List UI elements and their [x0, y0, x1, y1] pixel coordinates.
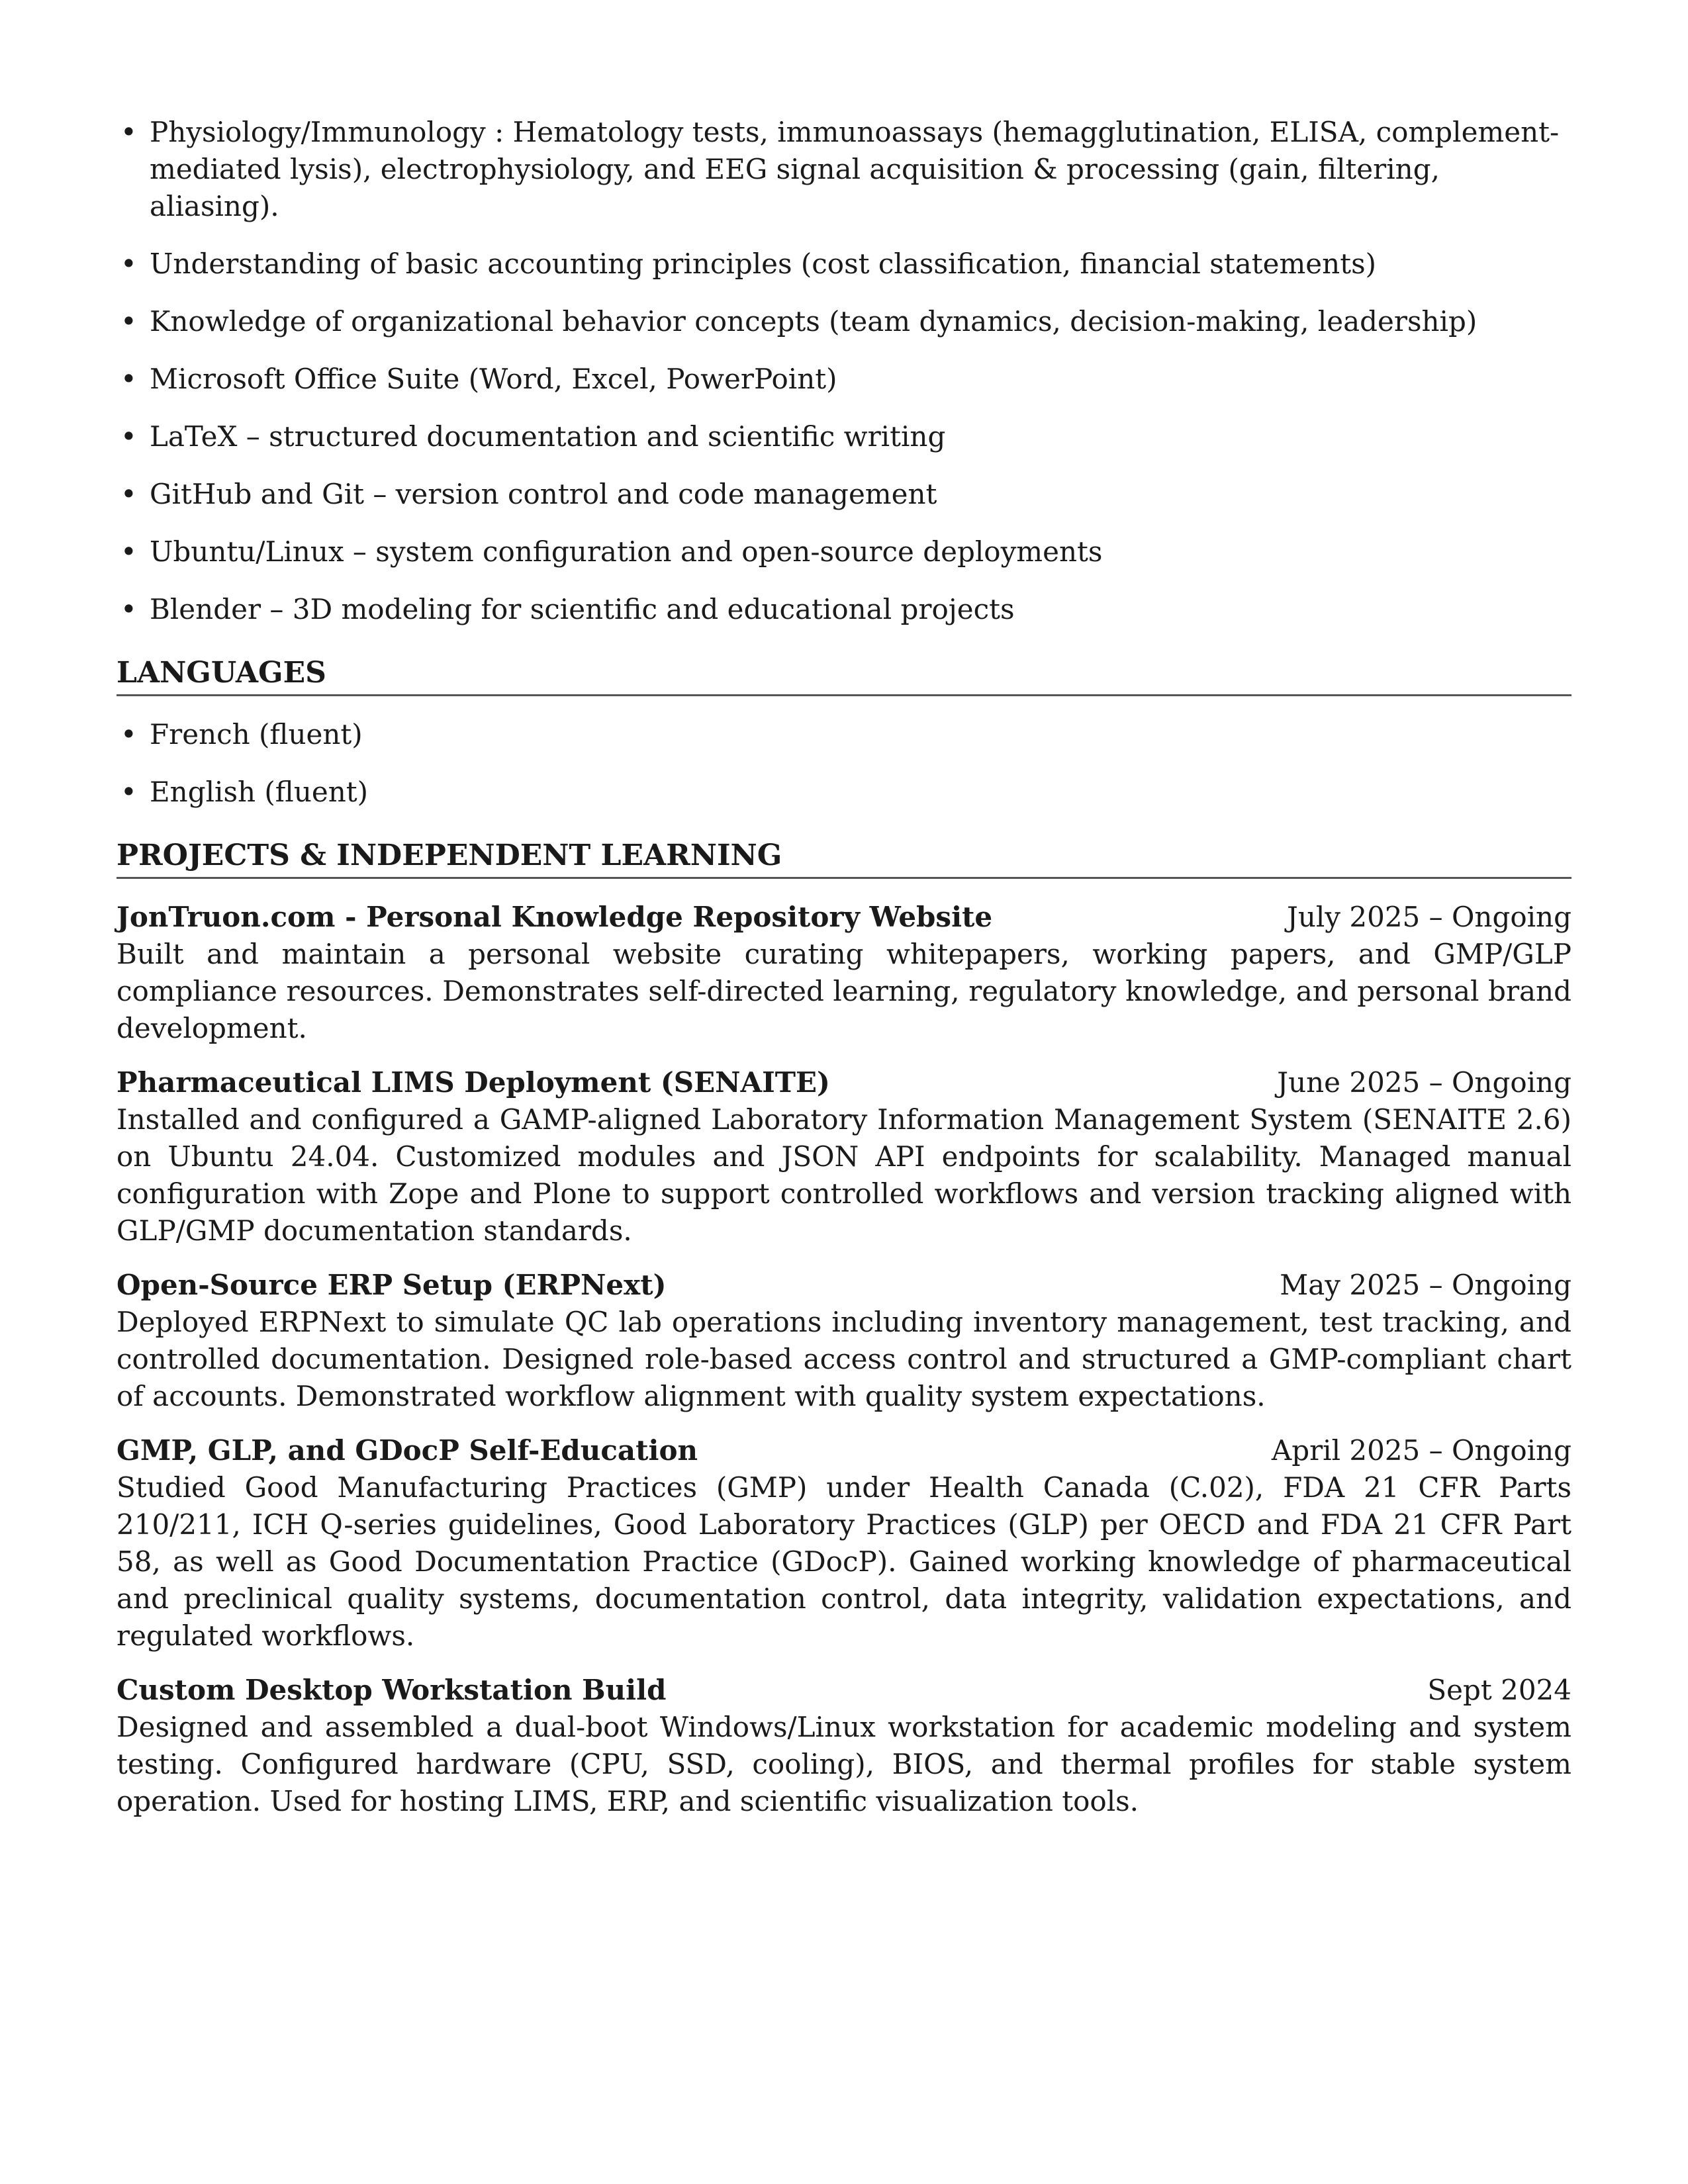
skills-item-text: Physiology/Immunology : Hematology tests, immunoassays (hemagglutination, ELISA, complement-mediated lysis), electrophysiology, and EEG signal acquisition & processing (gain, filtering, aliasing).: [150, 116, 1560, 222]
project-entry: [117, 1064, 1571, 1250]
project-name: Open-Source ERP Setup (ERPNext): [117, 1269, 667, 1301]
bullet-icon: •: [120, 593, 137, 625]
resume-page: [117, 114, 1571, 1837]
project-description: Deployed ERPNext to simulate QC lab operations including inventory management, test tracking, and controlled documentation. Designed role-based access control and structured a GMP-compliant chart of accounts. Demonstrated workflow alignment with quality system expectations.: [117, 1306, 1571, 1412]
project-description: Installed and configured a GAMP-aligned Laboratory Information Management System (SENAITE 2.6) on Ubuntu 24.04. Customized modules and JSON API endpoints for scalability. Managed manual configuration with Zope and Plone to support controlled workflows and version tracking aligned with GLP/GMP documentation standards.: [117, 1103, 1571, 1247]
skills-item-text: Blender – 3D modeling for scientific and educational projects: [150, 593, 1015, 625]
language-item-text: French (fluent): [150, 718, 363, 751]
skills-item-text: GitHub and Git – version control and code management: [150, 478, 937, 510]
skills-item: [117, 591, 1571, 628]
skills-item-text: LaTeX – structured documentation and scientific writing: [150, 420, 946, 453]
project-date: June 2025 – Ongoing: [1277, 1066, 1571, 1099]
skills-item: [117, 361, 1571, 398]
bullet-icon: •: [120, 776, 137, 808]
project-name: Pharmaceutical LIMS Deployment (SENAITE): [117, 1066, 830, 1099]
languages-list: [117, 716, 1571, 811]
skills-item: [117, 303, 1571, 340]
project-header: [117, 1064, 1571, 1101]
bullet-icon: •: [120, 718, 137, 751]
project-header: [117, 1672, 1571, 1709]
skills-item: [117, 114, 1571, 225]
bullet-icon: •: [120, 116, 137, 148]
project-date: Sept 2024: [1427, 1674, 1571, 1706]
project-entry: [117, 1432, 1571, 1655]
skills-item-text: Understanding of basic accounting principles (cost classification, financial statements): [150, 248, 1377, 280]
skills-list: [117, 114, 1571, 628]
language-item: [117, 774, 1571, 811]
bullet-icon: •: [120, 363, 137, 395]
skills-item: [117, 476, 1571, 513]
project-description: Designed and assembled a dual-boot Windows/Linux workstation for academic modeling and system testing. Configured hardware (CPU, SSD, cooling), BIOS, and thermal profiles for stable system operation. Used for hosting LIMS, ERP, and scientific visualization tools.: [117, 1711, 1571, 1817]
project-date: April 2025 – Ongoing: [1271, 1434, 1571, 1467]
skills-item-text: Microsoft Office Suite (Word, Excel, PowerPoint): [150, 363, 837, 395]
language-item: [117, 716, 1571, 753]
bullet-icon: •: [120, 478, 137, 510]
skills-item: [117, 533, 1571, 570]
project-description: Studied Good Manufacturing Practices (GMP) under Health Canada (C.02), FDA 21 CFR Parts 210/211, ICH Q-series guidelines, Good Laboratory Practices (GLP) per OECD and FDA 21 CFR Part 58, as well as Good Documentation Practice (GDocP). Gained working knowledge of pharmaceutical and preclinical quality systems, documentation control, data integrity, validation expectations, and regulated workflows.: [117, 1471, 1571, 1652]
bullet-icon: •: [120, 420, 137, 453]
project-header: [117, 1267, 1571, 1304]
project-header: [117, 899, 1571, 936]
skills-item-text: Knowledge of organizational behavior concepts (team dynamics, decision-making, leadership): [150, 305, 1477, 338]
project-entry: [117, 1672, 1571, 1820]
bullet-icon: •: [120, 305, 137, 338]
project-date: May 2025 – Ongoing: [1280, 1269, 1571, 1301]
project-name: GMP, GLP, and GDocP Self-Education: [117, 1434, 698, 1467]
project-header: [117, 1432, 1571, 1469]
bullet-icon: •: [120, 248, 137, 280]
project-name: JonTruon.com - Personal Knowledge Repository Website: [117, 901, 993, 933]
languages-heading: LANGUAGES: [117, 655, 1571, 696]
project-date: July 2025 – Ongoing: [1286, 901, 1571, 933]
skills-item-text: Ubuntu/Linux – system configuration and open-source deployments: [150, 535, 1103, 568]
project-entry: [117, 1267, 1571, 1415]
project-description: Built and maintain a personal website curating whitepapers, working papers, and GMP/GLP compliance resources. Demonstrates self-directed learning, regulatory knowledge, and personal brand development.: [117, 938, 1571, 1044]
language-item-text: English (fluent): [150, 776, 369, 808]
projects-heading: PROJECTS & INDEPENDENT LEARNING: [117, 837, 1571, 879]
project-name: Custom Desktop Workstation Build: [117, 1674, 667, 1706]
project-entry: [117, 899, 1571, 1047]
skills-item: [117, 246, 1571, 283]
bullet-icon: •: [120, 535, 137, 568]
skills-item: [117, 418, 1571, 455]
